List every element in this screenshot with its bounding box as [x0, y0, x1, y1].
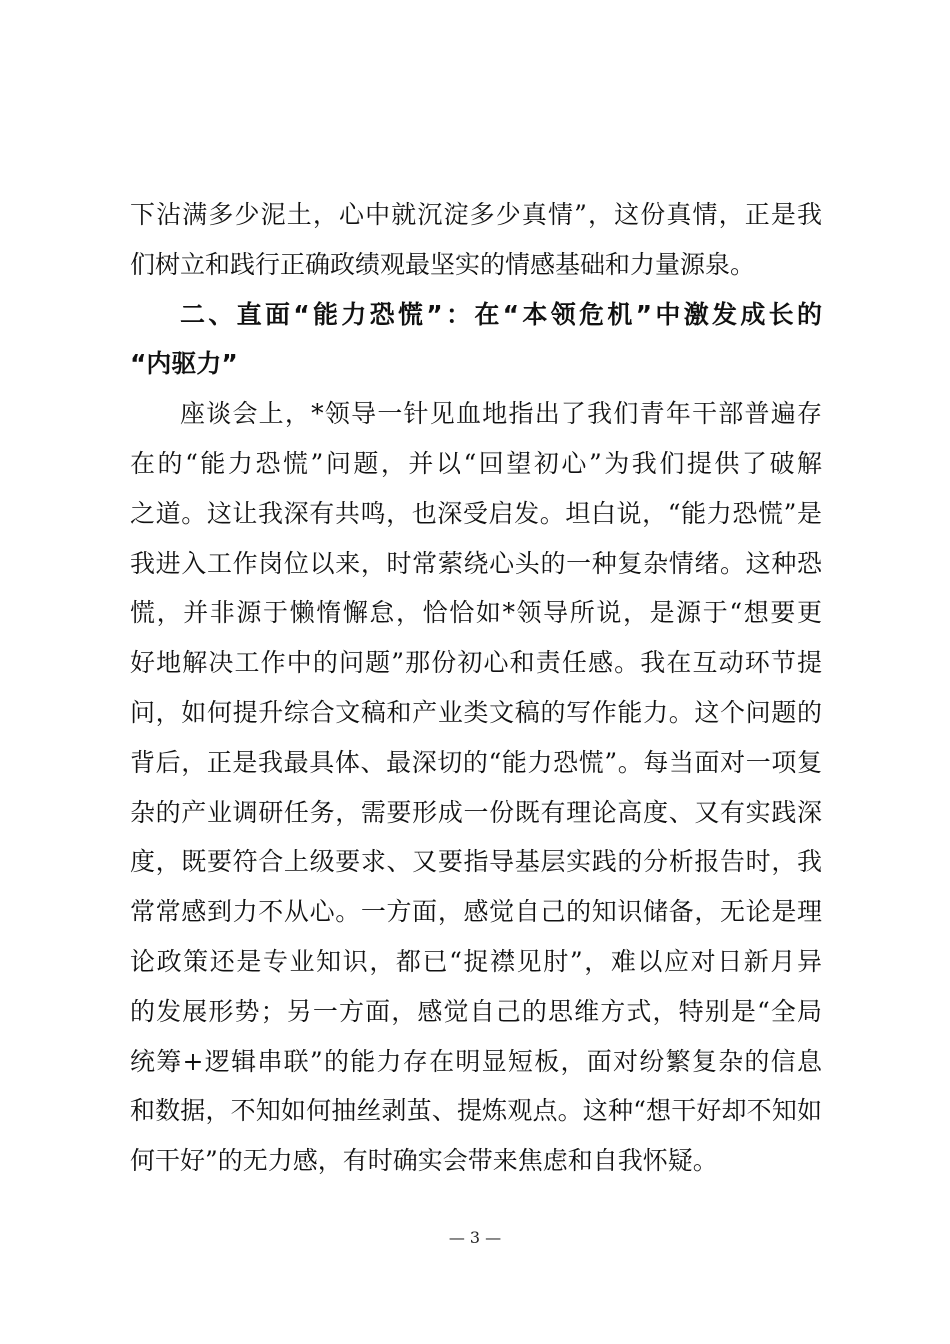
section-heading — [130, 290, 822, 390]
text-line: 统筹+逻辑串联”的能力存在明显短板，面对纷繁复杂的信息 — [130, 1046, 822, 1076]
text-line: 论政策还是专业知识，都已“捉襟见肘”，难以应对日新月异 — [130, 946, 822, 976]
text-line: 在的“能力恐慌”问题，并以“回望初心”为我们提供了破解 — [130, 448, 822, 478]
text-line: 杂的产业调研任务，需要形成一份既有理论高度、又有实践深 — [130, 797, 822, 827]
page-number: — 3 — — [448, 1228, 502, 1247]
text-line: 背后，正是我最具体、最深切的“能力恐慌”。每当面对一项复 — [130, 747, 822, 777]
text-line: 度，既要符合上级要求、又要指导基层实践的分析报告时，我 — [130, 847, 822, 877]
text-line: 和数据，不知如何抽丝剥茧、提炼观点。这种“想干好却不知如 — [130, 1096, 822, 1126]
text-line: 问，如何提升综合文稿和产业类文稿的写作能力。这个问题的 — [130, 697, 822, 727]
text-line: 常常感到力不从心。一方面，感觉自己的知识储备，无论是理 — [130, 897, 822, 927]
document-body — [130, 190, 822, 1186]
text-line: 的发展形势；另一方面，感觉自己的思维方式，特别是“全局 — [130, 996, 822, 1026]
text-line: 们树立和践行正确政绩观最坚实的情感基础和力量源泉。 — [130, 249, 756, 279]
paragraph-continuation — [130, 190, 822, 290]
text-line: 好地解决工作中的问题”那份初心和责任感。我在互动环节提 — [130, 648, 822, 678]
text-line: 我进入工作岗位以来，时常萦绕心头的一种复杂情绪。这种恐 — [130, 548, 822, 578]
text-line: 慌，并非源于懒惰懈怠，恰恰如*领导所说，是源于“想要更 — [130, 598, 822, 628]
text-line: 何干好”的无力感，有时确实会带来焦虑和自我怀疑。 — [130, 1146, 718, 1176]
paragraph — [130, 389, 822, 1186]
text-line: 之道。这让我深有共鸣，也深受启发。坦白说，“能力恐慌”是 — [130, 498, 822, 528]
text-line: 下沾满多少泥土，心中就沉淀多少真情”，这份真情，正是我 — [130, 200, 822, 229]
heading-line: 二、直面“能力恐慌”：在“本领危机”中激发成长的 — [180, 299, 822, 329]
text-line: 座谈会上，*领导一针见血地指出了我们青年干部普遍存 — [180, 399, 822, 429]
heading-line: “内驱力” — [130, 349, 238, 379]
